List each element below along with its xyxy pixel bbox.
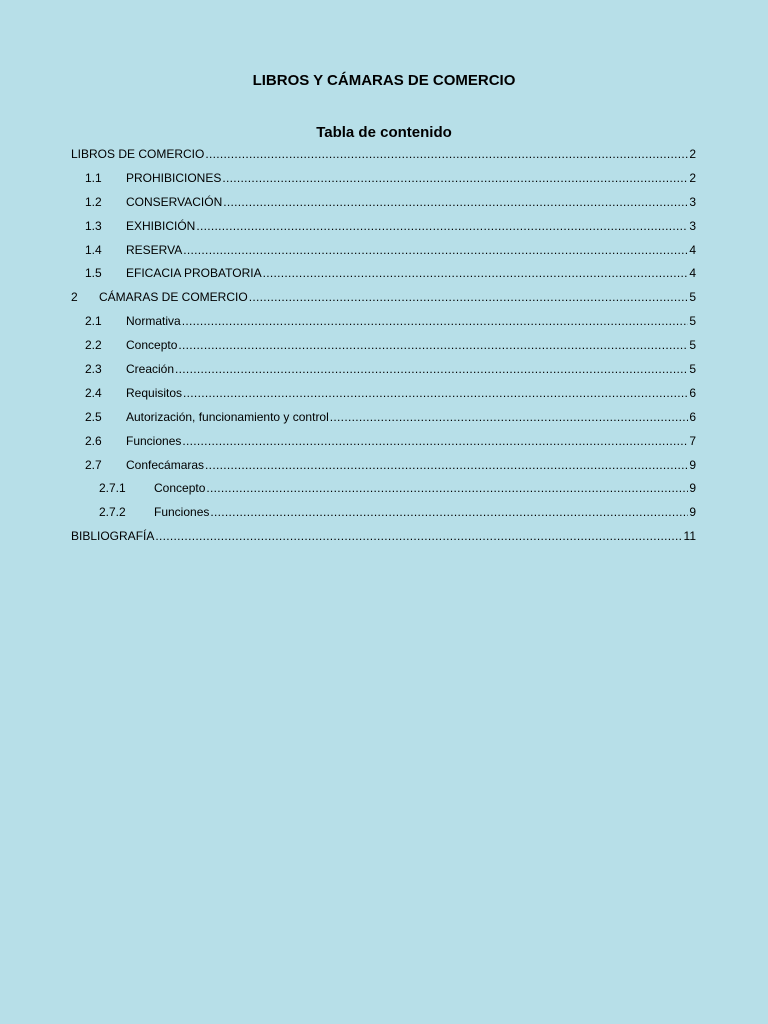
- toc-entry[interactable]: [71, 242, 696, 266]
- toc-entry[interactable]: [71, 337, 696, 361]
- toc-entry-number: 2.2: [85, 338, 102, 353]
- toc-entry[interactable]: [71, 504, 696, 528]
- toc-entry[interactable]: [71, 218, 696, 242]
- toc-entry-title: Concepto: [154, 481, 206, 496]
- toc-entry[interactable]: [71, 361, 696, 385]
- toc-dot-leader: [210, 504, 688, 520]
- toc-entry-title: Autorización, funcionamiento y control: [126, 409, 329, 424]
- toc-heading: Tabla de contenido: [316, 124, 452, 141]
- toc-entry-title: Concepto: [126, 338, 178, 353]
- toc-entry-page: 2: [689, 147, 696, 161]
- toc-entry-title: BIBLIOGRAFÍA: [71, 529, 155, 544]
- toc-entry[interactable]: [71, 528, 696, 552]
- toc-dot-leader: [183, 242, 688, 258]
- toc-entry-page: 4: [689, 266, 696, 281]
- toc-entry-number: 2.6: [85, 433, 102, 448]
- toc-entry-page: 6: [689, 409, 696, 424]
- document-title: LIBROS Y CÁMARAS DE COMERCIO: [252, 72, 516, 89]
- toc-entry-title: RESERVA: [126, 242, 183, 257]
- toc-entry-page: 9: [689, 457, 696, 472]
- toc-entry-title: Funciones: [126, 433, 182, 448]
- toc-entry-page: 6: [689, 385, 696, 400]
- toc-entry-number: 1.2: [85, 194, 102, 209]
- toc-dot-leader: [178, 337, 688, 353]
- toc-entry-number: 1.5: [85, 266, 102, 281]
- toc-entry-number: 1.1: [85, 170, 102, 185]
- toc-dot-leader: [330, 409, 689, 425]
- toc-entry-number: 2.1: [85, 314, 102, 329]
- table-of-contents: [71, 146, 696, 552]
- toc-entry-page: 9: [689, 481, 696, 496]
- toc-entry-page: 3: [689, 194, 696, 209]
- toc-entry-title: Confecámaras: [126, 457, 205, 472]
- toc-entry[interactable]: [71, 265, 696, 289]
- toc-entry[interactable]: [71, 385, 696, 409]
- toc-entry-title: PROHIBICIONES: [126, 170, 222, 185]
- toc-entry-page: 9: [689, 505, 696, 520]
- toc-entry-title: CÁMARAS DE COMERCIO: [99, 290, 248, 305]
- toc-dot-leader: [205, 146, 688, 162]
- toc-dot-leader: [205, 457, 688, 473]
- toc-entry-page: 11: [683, 529, 696, 544]
- toc-dot-leader: [175, 361, 688, 377]
- toc-dot-leader: [249, 289, 689, 305]
- toc-dot-leader: [222, 170, 688, 186]
- toc-entry-title: LIBROS DE COMERCIO: [71, 147, 205, 161]
- toc-entry[interactable]: [71, 480, 696, 504]
- toc-entry-title: EFICACIA PROBATORIA: [126, 266, 262, 281]
- toc-entry-title: Creación: [126, 362, 175, 377]
- toc-dot-leader: [206, 480, 688, 496]
- toc-entry[interactable]: [71, 457, 696, 481]
- toc-entry-number: 2.7.1: [99, 481, 126, 496]
- toc-entry-page: 5: [689, 362, 696, 377]
- toc-dot-leader: [182, 313, 689, 329]
- toc-entry-number: 2.7: [85, 457, 102, 472]
- toc-entry-title: Funciones: [154, 505, 210, 520]
- toc-dot-leader: [155, 528, 682, 544]
- toc-dot-leader: [182, 433, 688, 449]
- toc-entry-title: Requisitos: [126, 385, 183, 400]
- toc-entry-number: 2.5: [85, 409, 102, 424]
- toc-entry-page: 2: [689, 170, 696, 185]
- toc-entry-number: 1.3: [85, 218, 102, 233]
- toc-dot-leader: [263, 265, 689, 281]
- toc-entry-number: 2.3: [85, 362, 102, 377]
- toc-entry-title: CONSERVACIÓN: [126, 194, 223, 209]
- toc-entry[interactable]: [71, 146, 696, 170]
- toc-entry-page: 5: [689, 290, 696, 305]
- toc-entry-page: 4: [689, 242, 696, 257]
- toc-entry-number: 2.4: [85, 385, 102, 400]
- toc-entry-number: 1.4: [85, 242, 102, 257]
- toc-entry[interactable]: [71, 194, 696, 218]
- toc-entry[interactable]: [71, 170, 696, 194]
- toc-dot-leader: [223, 194, 688, 210]
- toc-entry[interactable]: [71, 313, 696, 337]
- toc-entry-title: Normativa: [126, 314, 181, 329]
- toc-entry-number: 2: [71, 290, 78, 305]
- toc-entry-page: 3: [689, 218, 696, 233]
- toc-dot-leader: [183, 385, 688, 401]
- toc-entry[interactable]: [71, 409, 696, 433]
- toc-dot-leader: [196, 218, 688, 234]
- toc-entry-page: 5: [689, 314, 696, 329]
- toc-entry-title: EXHIBICIÓN: [126, 218, 196, 233]
- toc-entry[interactable]: [71, 289, 696, 313]
- toc-entry-number: 2.7.2: [99, 505, 126, 520]
- toc-entry-page: 5: [689, 338, 696, 353]
- toc-entry[interactable]: [71, 433, 696, 457]
- toc-entry-page: 7: [689, 433, 696, 448]
